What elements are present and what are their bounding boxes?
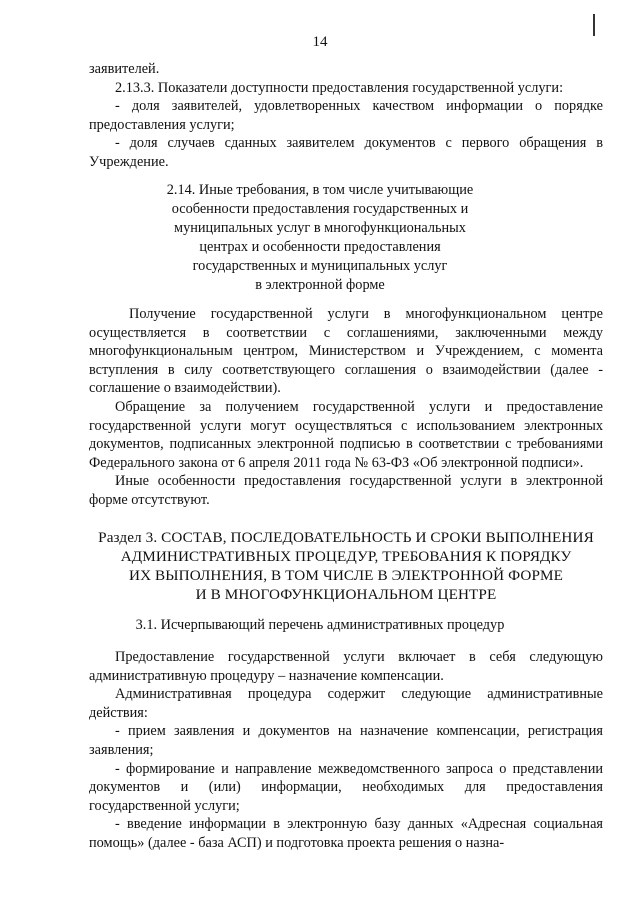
block-2-14 — [89, 305, 603, 510]
heading-2-14-line-5: государственных и муниципальных услуг — [192, 258, 448, 274]
paragraph-applicants: заявителей. — [89, 61, 160, 77]
paragraph-mfc: Получение государственной услуги в многофункциональном центре осуществляется в соответствии с соглашениями, заключенными между многофункциональным центром, Министерством и Учреждением, с момента вступления в силу соответствующего соглашения о взаимодействии (далее - соглашение о взаимодействии). — [89, 306, 603, 397]
heading-3-1: 3.1. Исчерпывающий перечень административных процедур — [135, 617, 505, 633]
top-text-block — [89, 60, 603, 172]
block-3-1 — [89, 648, 603, 853]
paragraph-share-satisfied: - доля заявителей, удовлетворенных качеством информации о порядке предоставления услуги; — [89, 98, 603, 133]
paragraph-action-database: - введение информации в электронную базу данных «Адресная социальная помощь» (далее - база АСП) и подготовка проекта решения о назна- — [89, 816, 603, 851]
paragraph-other-features: Иные особенности предоставления государственной услуги в электронной форме отсутствуют. — [89, 473, 603, 508]
scan-edge-mark — [593, 14, 595, 36]
paragraph-action-reception: - прием заявления и документов на назначение компенсации, регистрация заявления; — [89, 723, 603, 758]
paragraph-electronic: Обращение за получением государственной услуги и предоставление государственной услуги могут осуществляться с использованием электронных документов, подписанных электронной подписью в соответствии с требованиями Федерального закона от 6 апреля 2011 года № 63-ФЗ «Об электронной подписи». — [89, 398, 603, 471]
heading-2-14-line-6: в электронной форме — [255, 277, 385, 293]
paragraph-2-13-3: 2.13.3. Показатели доступности предоставления государственной услуги: — [115, 79, 564, 96]
section-3-title-line-1: Раздел 3. СОСТАВ, ПОСЛЕДОВАТЕЛЬНОСТЬ И СРОКИ ВЫПОЛНЕНИЯ — [98, 529, 594, 546]
paragraph-service-includes: Предоставление государственной услуги включает в себя следующую административную процедуру – назначение компенсации. — [89, 649, 603, 684]
section-3-title-line-4: И В МНОГОФУНКЦИОНАЛЬНОМ ЦЕНТРЕ — [195, 586, 497, 603]
heading-2-14-line-4: центрах и особенности предоставления — [199, 239, 441, 255]
page-number: 14 — [312, 34, 328, 50]
heading-2-14-line-1: 2.14. Иные требования, в том числе учитывающие — [166, 182, 474, 198]
section-3-title-line-3: ИХ ВЫПОЛНЕНИЯ, В ТОМ ЧИСЛЕ В ЭЛЕКТРОННОЙ ФОРМЕ — [129, 567, 563, 584]
section-3-title-line-2: АДМИНИСТРАТИВНЫХ ПРОЦЕДУР, ТРЕБОВАНИЯ К ПОРЯДКУ — [120, 548, 572, 565]
paragraph-action-request: - формирование и направление межведомственного запроса о представлении документов и (или) информации, необходимых для предоставления государственной услуги; — [89, 760, 603, 814]
heading-2-14-line-3: муниципальных услуг в многофункциональных — [174, 220, 466, 236]
paragraph-share-first-time: - доля случаев сданных заявителем документов с первого обращения в Учреждение. — [89, 135, 603, 170]
heading-2-14-line-2: особенности предоставления государственных и — [171, 201, 469, 217]
paragraph-actions-intro: Административная процедура содержит следующие административные действия: — [89, 686, 603, 721]
